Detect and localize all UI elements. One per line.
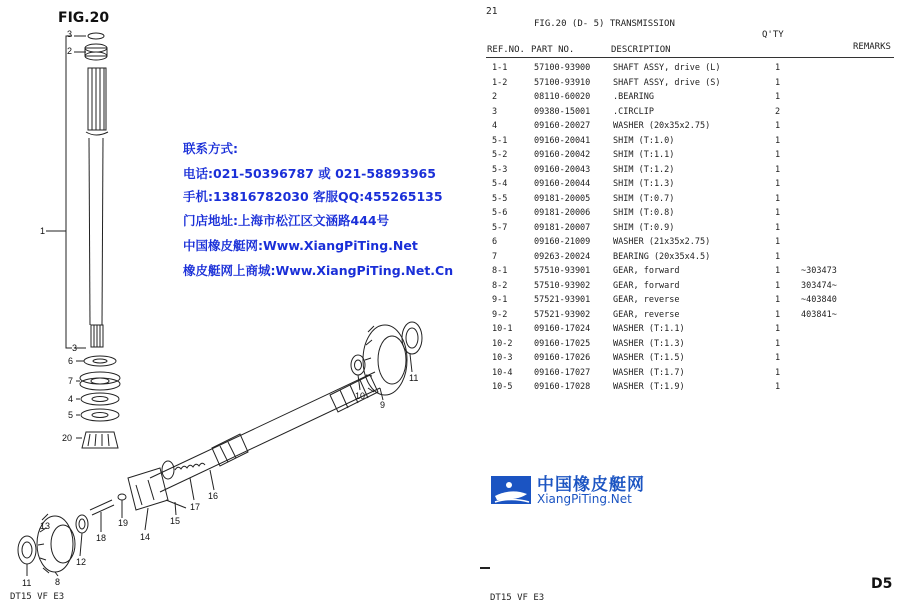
callout-3-bottom: 3 — [72, 343, 78, 353]
qty-cell: 1 — [775, 77, 781, 88]
qty-cell: 1 — [775, 295, 781, 305]
part-no-cell: 09263-20024 — [534, 251, 591, 262]
part-no-cell: 09181-20006 — [534, 208, 591, 218]
contact-phone: 电话:021-50396787 或 021-58893965 — [183, 166, 436, 181]
description-cell: GEAR, reverse — [613, 309, 680, 320]
callout-18: 18 — [96, 533, 107, 543]
callout-13: 13 — [40, 521, 51, 531]
qty-cell: 1 — [775, 367, 781, 378]
description-cell: SHAFT ASSY, drive (L) — [613, 63, 721, 73]
page-number: 21 — [486, 6, 498, 17]
part-no-cell: 57510-93901 — [534, 266, 591, 276]
contact-address: 门店地址:上海市松江区文涵路444号 — [183, 213, 390, 228]
qty-cell: 1 — [775, 382, 781, 392]
qty-cell: 1 — [775, 251, 781, 262]
qty-cell: 1 — [775, 135, 781, 146]
header-rule — [486, 57, 894, 58]
ref-no-cell: 10-4 — [492, 367, 513, 378]
logo-name-en: XiangPiTing.Net — [537, 492, 632, 506]
description-cell: SHIM (T:0.7) — [613, 193, 675, 204]
part-no-cell: 09160-17027 — [534, 367, 591, 378]
part-no-cell: 09160-17024 — [534, 324, 591, 334]
header-remarks: REMARKS — [853, 42, 891, 52]
callout-7: 7 — [68, 376, 74, 386]
part-no-cell: 09160-20041 — [534, 135, 591, 146]
callout-12: 12 — [76, 557, 87, 567]
description-cell: GEAR, forward — [613, 280, 680, 291]
description-cell: GEAR, forward — [613, 266, 680, 276]
part-no-cell: 09160-20044 — [534, 179, 591, 189]
contact-heading: 联系方式: — [183, 141, 238, 156]
ref-no-cell: 5-4 — [492, 179, 508, 189]
bottom-dash — [480, 567, 490, 569]
part-no-cell: 09160-17028 — [534, 382, 591, 392]
qty-cell: 1 — [775, 353, 781, 363]
ref-no-cell: 8-2 — [492, 280, 508, 291]
page-corner-mark: D5 — [871, 576, 893, 592]
description-cell: BEARING (20x35x4.5) — [613, 251, 711, 262]
qty-cell: 1 — [775, 193, 781, 204]
description-cell: .CIRCLIP — [613, 106, 654, 117]
part-no-cell: 08110-60020 — [534, 92, 591, 102]
ref-no-cell: 10-3 — [492, 353, 513, 363]
qty-cell: 1 — [775, 338, 781, 349]
callout-10: 10 — [355, 391, 366, 401]
qty-cell: 1 — [775, 164, 781, 175]
ref-no-cell: 5-1 — [492, 135, 508, 146]
callout-16: 16 — [208, 491, 219, 501]
callout-15: 15 — [170, 516, 181, 526]
parts-list-title: FIG.20 (D- 5) TRANSMISSION — [534, 19, 675, 29]
part-no-cell: 09160-20042 — [534, 150, 591, 160]
ref-no-cell: 6 — [492, 237, 498, 247]
qty-cell: 1 — [775, 92, 781, 102]
description-cell: WASHER (T:1.5) — [613, 353, 685, 363]
description-cell: WASHER (T:1.3) — [613, 338, 685, 349]
description-cell: WASHER (T:1.1) — [613, 324, 685, 334]
qty-cell: 1 — [775, 179, 781, 189]
description-cell: SHIM (T:1.2) — [613, 164, 675, 175]
remarks-cell: ~303473 — [801, 266, 837, 276]
qty-header: Q'TY — [762, 30, 784, 40]
part-no-cell: 09380-15001 — [534, 106, 591, 117]
part-no-cell: 57100-93900 — [534, 63, 591, 73]
description-cell: WASHER (T:1.7) — [613, 367, 685, 378]
qty-cell: 1 — [775, 150, 781, 160]
ref-no-cell: 9-2 — [492, 309, 508, 320]
description-cell: SHIM (T:1.3) — [613, 179, 675, 189]
ref-no-cell: 2 — [492, 92, 498, 102]
part-no-cell: 57521-93902 — [534, 309, 591, 320]
description-cell: SHIM (T:0.9) — [613, 222, 675, 233]
description-cell: GEAR, reverse — [613, 295, 680, 305]
description-cell: SHIM (T:1.0) — [613, 135, 675, 146]
header-description: DESCRIPTION — [611, 45, 671, 55]
part-no-cell: 57510-93902 — [534, 280, 591, 291]
diagram-footer: DT15 VF E3 — [10, 592, 65, 602]
ref-no-cell: 10-5 — [492, 382, 513, 392]
description-cell: SHAFT ASSY, drive (S) — [613, 77, 721, 88]
qty-cell: 1 — [775, 280, 781, 291]
qty-cell: 1 — [775, 208, 781, 218]
ref-no-cell: 5-7 — [492, 222, 508, 233]
header-ref-no: REF.NO. — [487, 45, 525, 55]
callout-1: 1 — [40, 226, 46, 236]
part-no-cell: 57521-93901 — [534, 295, 591, 305]
description-cell: WASHER (21x35x2.75) — [613, 237, 711, 247]
ref-no-cell: 1-2 — [492, 77, 508, 88]
callout-14: 14 — [140, 532, 151, 542]
callout-2: 2 — [67, 46, 73, 56]
remarks-cell: 403841~ — [801, 309, 837, 320]
qty-cell: 1 — [775, 324, 781, 334]
callout-8: 8 — [55, 577, 61, 587]
part-no-cell: 57100-93910 — [534, 77, 591, 88]
callout-3-top: 3 — [67, 29, 73, 39]
ref-no-cell: 9-1 — [492, 295, 508, 305]
ref-no-cell: 5-6 — [492, 208, 508, 218]
boat-logo-icon — [487, 470, 535, 510]
qty-cell: 1 — [775, 309, 781, 320]
qty-cell: 1 — [775, 237, 781, 247]
callout-19: 19 — [118, 518, 129, 528]
part-no-cell: 09160-20027 — [534, 121, 591, 131]
ref-no-cell: 10-2 — [492, 338, 513, 349]
callout-11-bottom: 11 — [22, 578, 32, 588]
contact-mall-link[interactable]: 橡皮艇网上商城:Www.XiangPiTing.Net.Cn — [183, 263, 454, 278]
part-no-cell: 09160-20043 — [534, 164, 591, 175]
ref-no-cell: 10-1 — [492, 324, 513, 334]
ref-no-cell: 7 — [492, 251, 498, 262]
callout-4: 4 — [68, 394, 74, 404]
figure-title: FIG.20 — [58, 10, 110, 26]
part-no-cell: 09181-20005 — [534, 193, 591, 204]
callout-20: 20 — [62, 433, 73, 443]
qty-cell: 1 — [775, 266, 781, 276]
part-no-cell: 09160-17026 — [534, 353, 591, 363]
parts-footer: DT15 VF E3 — [490, 593, 545, 603]
ref-no-cell: 5-3 — [492, 164, 508, 175]
description-cell: SHIM (T:1.1) — [613, 150, 675, 160]
part-no-cell: 09160-17025 — [534, 338, 591, 349]
qty-cell: 1 — [775, 121, 781, 131]
description-cell: WASHER (20x35x2.75) — [613, 121, 711, 131]
header-part-no: PART NO. — [531, 45, 575, 55]
contact-site-link[interactable]: 中国橡皮艇网:Www.XiangPiTing.Net — [183, 238, 418, 253]
ref-no-cell: 3 — [492, 106, 498, 117]
remarks-cell: 303474~ — [801, 280, 837, 291]
qty-cell: 1 — [775, 222, 781, 233]
qty-cell: 2 — [775, 106, 781, 117]
description-cell: .BEARING — [613, 92, 654, 102]
part-no-cell: 09181-20007 — [534, 222, 591, 233]
description-cell: WASHER (T:1.9) — [613, 382, 685, 392]
ref-no-cell: 5-2 — [492, 150, 508, 160]
remarks-cell: ~403840 — [801, 295, 837, 305]
description-cell: SHIM (T:0.8) — [613, 208, 675, 218]
part-no-cell: 09160-21009 — [534, 237, 591, 247]
callout-6: 6 — [68, 356, 74, 366]
callout-17: 17 — [190, 502, 201, 512]
contact-mobile: 手机:13816782030 客服QQ:455265135 — [183, 189, 443, 204]
ref-no-cell: 1-1 — [492, 63, 508, 73]
ref-no-cell: 8-1 — [492, 266, 508, 276]
callout-9: 9 — [380, 400, 386, 410]
logo-name-cn: 中国橡皮艇网 — [537, 475, 645, 495]
callout-11-top: 11 — [409, 373, 419, 383]
ref-no-cell: 4 — [492, 121, 498, 131]
qty-cell: 1 — [775, 63, 781, 73]
callout-5: 5 — [68, 410, 74, 420]
ref-no-cell: 5-5 — [492, 193, 508, 204]
